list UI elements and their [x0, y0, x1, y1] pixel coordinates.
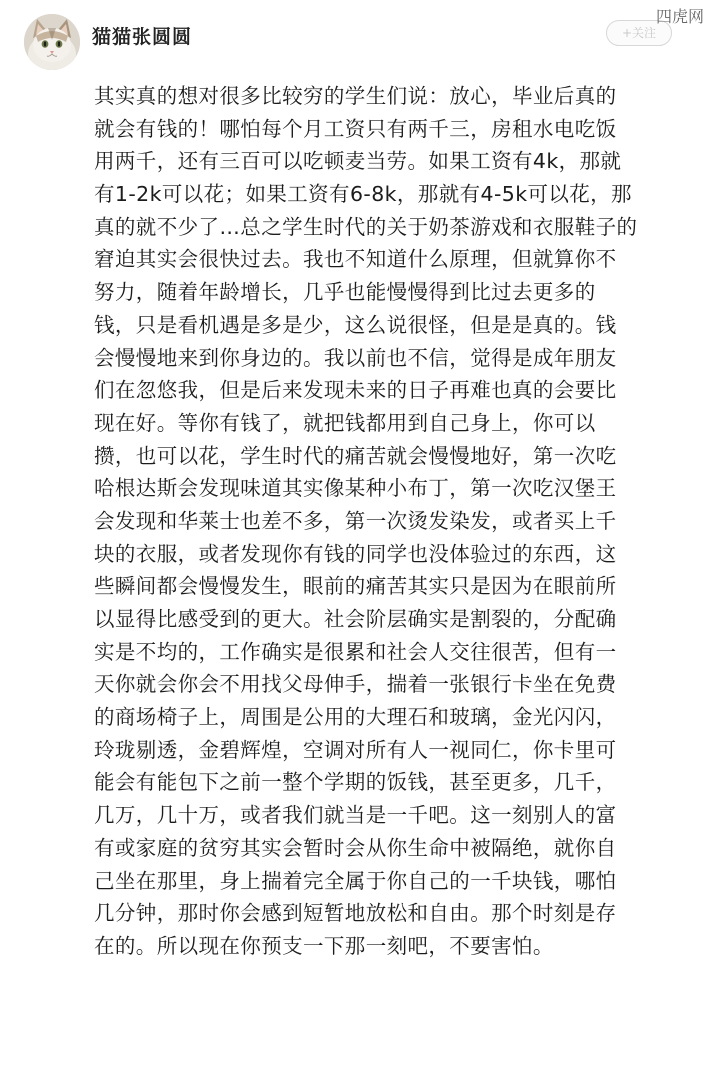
- post-line: 们在忽悠我，但是后来发现未来的日子再难也真的会要比: [94, 378, 617, 403]
- post-line: 真的就不少了…总之学生时代的关于奶茶游戏和衣服鞋子的: [94, 214, 638, 239]
- post-line: 几万，几十万，或者我们就当是一千吧。这一刻别人的富: [94, 803, 617, 828]
- avatar-image: [24, 14, 80, 70]
- post-line: 实是不均的，工作确实是很累和社会人交往很苦，但有一: [94, 639, 617, 664]
- post-line: 己坐在那里，身上揣着完全属于你自己的一千块钱，哪怕: [94, 868, 617, 893]
- post-line: 用两千，还有三百可以吃顿麦当劳。如果工资有4k，那就: [94, 149, 622, 174]
- post-line: 窘迫其实会很快过去。我也不知道什么原理，但就算你不: [94, 247, 617, 272]
- post-line: 努力，随着年龄增长，几乎也能慢慢得到比过去更多的: [94, 280, 596, 305]
- post-line: 块的衣服，或者发现你有钱的同学也没体验过的东西，这: [94, 541, 617, 566]
- post-line: 现在好。等你有钱了，就把钱都用到自己身上，你可以: [94, 410, 596, 435]
- site-watermark: 四虎网: [656, 7, 705, 26]
- post-line: 会慢慢地来到你身边的。我以前也不信，觉得是成年朋友: [94, 345, 617, 370]
- post-line: 几分钟，那时你会感到短暂地放松和自由。那个时刻是存: [94, 901, 617, 926]
- post-line: 有或家庭的贫穷其实会暂时会从你生命中被隔绝，就你自: [94, 835, 617, 860]
- username[interactable]: 猫猫张圆圆: [92, 26, 193, 48]
- post-line: 其实真的想对很多比较穷的学生们说：放心，毕业后真的: [94, 84, 617, 108]
- cat-avatar-icon[interactable]: [24, 14, 80, 70]
- post-line: 能会有能包下之前一整个学期的饭钱，甚至更多，几千，: [94, 770, 617, 795]
- post-line: 的商场椅子上，周围是公用的大理石和玻璃，金光闪闪，: [94, 705, 617, 730]
- post-line: 钱，只是看机遇是多是少，这么说很怪，但是是真的。钱: [94, 312, 617, 337]
- post-line: 会发现和华莱士也差不多，第一次烫发染发，或者买上千: [94, 508, 617, 533]
- post-line: 攒，也可以花，学生时代的痛苦就会慢慢地好，第一次吃: [94, 443, 617, 468]
- follow-button[interactable]: +关注: [606, 20, 672, 46]
- post-line: 就会有钱的！哪怕每个月工资只有两千三，房租水电吃饭: [94, 116, 617, 141]
- post-line: 有1-2k可以花；如果工资有6-8k，那就有4-5k可以花，那: [94, 182, 632, 207]
- post-line: 在的。所以现在你预支一下那一刻吧，不要害怕。: [94, 933, 554, 958]
- post-line: 玲珑剔透，金碧辉煌，空调对所有人一视同仁，你卡里可: [94, 737, 617, 762]
- post-text: [94, 80, 704, 963]
- post-line: 些瞬间都会慢慢发生，眼前的痛苦其实只是因为在眼前所: [94, 574, 617, 599]
- post-header: [0, 0, 715, 80]
- post-line: 哈根达斯会发现味道其实像某种小布丁，第一次吃汉堡王: [94, 476, 617, 501]
- post-line: 天你就会你会不用找父母伸手，揣着一张银行卡坐在免费: [94, 672, 617, 697]
- post-line: 以显得比感受到的更大。社会阶层确实是割裂的，分配确: [94, 607, 617, 631]
